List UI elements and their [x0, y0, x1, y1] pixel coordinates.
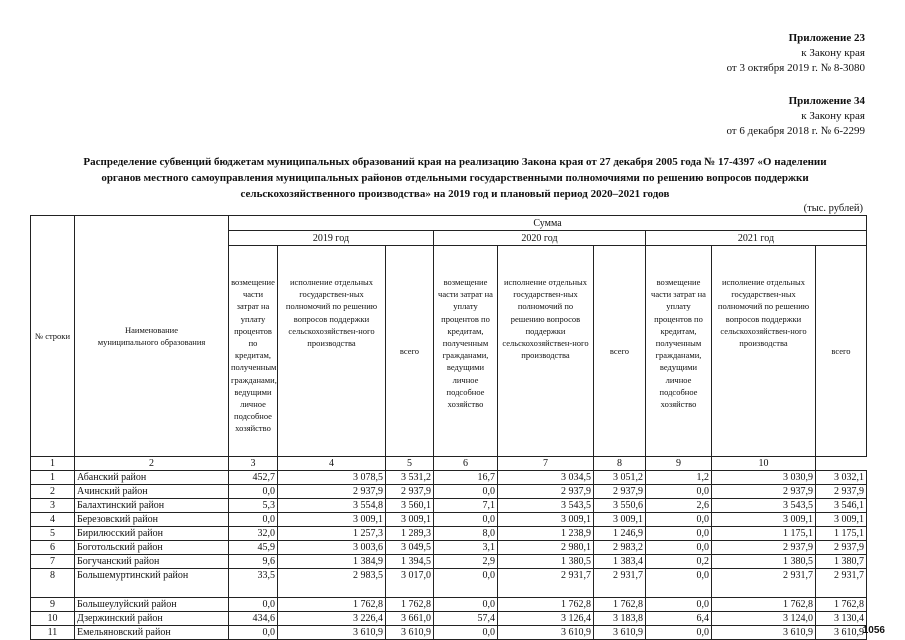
value-cell: 9,6 [229, 555, 278, 569]
value-cell: 0,0 [434, 626, 498, 640]
value-cell: 1 380,7 [816, 555, 867, 569]
value-cell: 2 937,9 [712, 541, 816, 555]
row-number: 1 [31, 471, 75, 485]
value-cell: 3 610,9 [594, 626, 646, 640]
value-cell: 1 762,8 [594, 598, 646, 612]
column-number: 8 [594, 457, 646, 471]
column-number: 10 [712, 457, 816, 471]
value-cell: 8,0 [434, 527, 498, 541]
row-number: 2 [31, 485, 75, 499]
value-cell: 2 937,9 [712, 485, 816, 499]
value-cell: 3 009,1 [712, 513, 816, 527]
value-cell: 3 009,1 [498, 513, 594, 527]
value-cell: 3 034,5 [498, 471, 594, 485]
value-cell: 2 931,7 [712, 569, 816, 598]
value-cell: 3 130,4 [816, 612, 867, 626]
municipality-name: Боготольский район [75, 541, 229, 555]
value-cell: 2 937,9 [594, 485, 646, 499]
column-number: 9 [646, 457, 712, 471]
value-cell: 0,0 [229, 598, 278, 612]
table-row [31, 513, 867, 527]
value-cell: 6,4 [646, 612, 712, 626]
table-row [31, 555, 867, 569]
value-cell: 0,0 [646, 541, 712, 555]
table-row [31, 485, 867, 499]
value-cell: 1 380,5 [712, 555, 816, 569]
header-total-2020: всего [594, 246, 646, 457]
value-cell: 3 183,8 [594, 612, 646, 626]
value-cell: 1 762,8 [498, 598, 594, 612]
table-row [31, 471, 867, 485]
value-cell: 3 017,0 [386, 569, 434, 598]
value-cell: 3 610,9 [712, 626, 816, 640]
value-cell: 1 175,1 [712, 527, 816, 541]
municipality-name: Большеулуйский район [75, 598, 229, 612]
value-cell: 1 394,5 [386, 555, 434, 569]
value-cell: 57,4 [434, 612, 498, 626]
title-line-1: Распределение субвенций бюджетам муниципальных образований края на реализацию Закона края от 27 декабря 2005 года № 17-4397 «О наделении [83, 156, 827, 168]
title-line-3: сельскохозяйственного производства» на 2019 год и плановый период 2020–2021 годов [240, 188, 670, 200]
value-cell: 1 762,8 [712, 598, 816, 612]
value-cell: 1 380,5 [498, 555, 594, 569]
value-cell: 1 257,3 [278, 527, 386, 541]
value-cell: 3 126,4 [498, 612, 594, 626]
appendix-34-title: Приложение 34 [788, 95, 865, 107]
value-cell: 1 762,8 [386, 598, 434, 612]
appendix-34-law: к Закону края [801, 110, 865, 122]
value-cell: 1,2 [646, 471, 712, 485]
value-cell: 3 009,1 [594, 513, 646, 527]
value-cell: 0,0 [646, 569, 712, 598]
value-cell: 1 175,1 [816, 527, 867, 541]
value-cell: 3 531,2 [386, 471, 434, 485]
value-cell: 1 246,9 [594, 527, 646, 541]
header-municipality-name: Наименование муниципального образования [75, 216, 229, 457]
value-cell: 3 610,9 [386, 626, 434, 640]
value-cell: 2 983,2 [594, 541, 646, 555]
value-cell: 3 610,9 [498, 626, 594, 640]
table-row [31, 626, 867, 640]
column-number: 1 [31, 457, 75, 471]
column-number: 4 [278, 457, 386, 471]
header-year-2021: 2021 год [646, 231, 867, 246]
value-cell: 33,5 [229, 569, 278, 598]
column-number: 7 [498, 457, 594, 471]
value-cell: 2 980,1 [498, 541, 594, 555]
value-cell: 3 543,5 [498, 499, 594, 513]
page-number: 1056 [862, 625, 885, 636]
appendix-34-block [726, 94, 865, 139]
value-cell: 1 238,9 [498, 527, 594, 541]
value-cell: 0,2 [646, 555, 712, 569]
value-cell: 45,9 [229, 541, 278, 555]
table-row [31, 569, 867, 598]
value-cell: 2 931,7 [594, 569, 646, 598]
column-number: 5 [386, 457, 434, 471]
municipality-name: Емельяновский район [75, 626, 229, 640]
header-interest-2020: возмещение части затрат на уплату процентов по кредитам, полученным гражданами, ведущими личное подсобное хозяйство [434, 246, 498, 457]
value-cell: 1 384,9 [278, 555, 386, 569]
appendix-23-title: Приложение 23 [788, 32, 865, 44]
value-cell: 2 983,5 [278, 569, 386, 598]
header-powers-2020: исполнение отдельных государствен-ных полномочий по решению вопросов поддержки сельскохозяйствен-ного производства [498, 246, 594, 457]
municipality-name: Ачинский район [75, 485, 229, 499]
row-number: 9 [31, 598, 75, 612]
value-cell: 0,0 [434, 569, 498, 598]
value-cell: 434,6 [229, 612, 278, 626]
value-cell: 3 550,6 [594, 499, 646, 513]
value-cell: 2,9 [434, 555, 498, 569]
value-cell: 1 383,4 [594, 555, 646, 569]
value-cell: 2 931,7 [498, 569, 594, 598]
column-number: 2 [75, 457, 229, 471]
value-cell: 0,0 [646, 527, 712, 541]
municipality-name: Дзержинский район [75, 612, 229, 626]
units-label: (тыс. рублей) [803, 203, 863, 214]
value-cell: 2,6 [646, 499, 712, 513]
header-powers-2021: исполнение отдельных государствен-ных полномочий по решению вопросов поддержки сельскохозяйствен-ного производства [712, 246, 816, 457]
value-cell: 0,0 [646, 513, 712, 527]
appendix-23-block [727, 31, 865, 76]
header-powers-2019: исполнение отдельных государствен-ных полномочий по решению вопросов поддержки сельскохозяйствен-ного производства [278, 246, 386, 457]
row-number: 4 [31, 513, 75, 527]
value-cell: 1 762,8 [816, 598, 867, 612]
value-cell: 5,3 [229, 499, 278, 513]
value-cell: 7,1 [434, 499, 498, 513]
table-body [31, 457, 867, 640]
value-cell: 3 124,0 [712, 612, 816, 626]
value-cell: 0,0 [229, 513, 278, 527]
value-cell: 3 543,5 [712, 499, 816, 513]
header-year-2020: 2020 год [434, 231, 646, 246]
value-cell: 1 289,3 [386, 527, 434, 541]
value-cell: 2 937,9 [386, 485, 434, 499]
value-cell: 32,0 [229, 527, 278, 541]
title-line-2: органов местного самоуправления муниципальных районов отдельными государственными полномочиями по решению вопросов поддержки [101, 172, 809, 184]
value-cell: 3 051,2 [594, 471, 646, 485]
value-cell: 3 560,1 [386, 499, 434, 513]
value-cell: 3 009,1 [278, 513, 386, 527]
value-cell: 3 226,4 [278, 612, 386, 626]
row-number: 11 [31, 626, 75, 640]
value-cell: 0,0 [434, 598, 498, 612]
value-cell: 2 937,9 [498, 485, 594, 499]
table-row [31, 541, 867, 555]
value-cell: 0,0 [646, 598, 712, 612]
header-row-number: № строки [31, 216, 75, 457]
municipality-name: Бирилюсский район [75, 527, 229, 541]
municipality-name: Березовский район [75, 513, 229, 527]
header-interest-2021: возмещение части затрат на уплату процентов по кредитам, полученным гражданами, ведущими личное подсобное хозяйство [646, 246, 712, 457]
table-row [31, 598, 867, 612]
header-total-2019: всего [386, 246, 434, 457]
value-cell: 16,7 [434, 471, 498, 485]
municipality-name: Большемуртинский район [75, 569, 229, 598]
value-cell: 3 546,1 [816, 499, 867, 513]
value-cell: 452,7 [229, 471, 278, 485]
header-interest-2019: возмещение части затрат на уплату процентов по кредитам, полученным гражданами, ведущими личное подсобное хозяйство [229, 246, 278, 457]
header-year-2019: 2019 год [229, 231, 434, 246]
value-cell: 0,0 [646, 626, 712, 640]
table-row [31, 612, 867, 626]
document-title [40, 154, 870, 202]
value-cell: 3 610,9 [816, 626, 867, 640]
value-cell: 3 049,5 [386, 541, 434, 555]
value-cell: 3 078,5 [278, 471, 386, 485]
header-sum: Сумма [229, 216, 867, 231]
column-numbers-row [31, 457, 867, 471]
value-cell: 0,0 [229, 485, 278, 499]
value-cell: 3 610,9 [278, 626, 386, 640]
value-cell: 2 937,9 [816, 485, 867, 499]
value-cell: 3 009,1 [386, 513, 434, 527]
table-row [31, 499, 867, 513]
value-cell: 3 009,1 [816, 513, 867, 527]
municipality-name: Богучанский район [75, 555, 229, 569]
row-number: 7 [31, 555, 75, 569]
appendix-34-date: от 6 декабря 2018 г. № 6-2299 [726, 125, 865, 137]
table-row [31, 527, 867, 541]
appendix-23-date: от 3 октября 2019 г. № 8-3080 [726, 62, 865, 74]
value-cell: 3,1 [434, 541, 498, 555]
value-cell: 3 032,1 [816, 471, 867, 485]
subsidy-table [30, 215, 867, 640]
column-number: 3 [229, 457, 278, 471]
value-cell: 3 030,9 [712, 471, 816, 485]
value-cell: 1 762,8 [278, 598, 386, 612]
value-cell: 3 554,8 [278, 499, 386, 513]
value-cell: 0,0 [434, 485, 498, 499]
header-total-2021: всего [816, 246, 867, 457]
municipality-name: Абанский район [75, 471, 229, 485]
value-cell: 0,0 [434, 513, 498, 527]
row-number: 5 [31, 527, 75, 541]
value-cell: 2 937,9 [278, 485, 386, 499]
municipality-name: Балахтинский район [75, 499, 229, 513]
value-cell: 3 003,6 [278, 541, 386, 555]
row-number: 8 [31, 569, 75, 598]
row-number: 6 [31, 541, 75, 555]
value-cell: 0,0 [646, 485, 712, 499]
column-number: 6 [434, 457, 498, 471]
appendix-23-law: к Закону края [801, 47, 865, 59]
value-cell: 2 937,9 [816, 541, 867, 555]
row-number: 3 [31, 499, 75, 513]
value-cell: 2 931,7 [816, 569, 867, 598]
row-number: 10 [31, 612, 75, 626]
value-cell: 0,0 [229, 626, 278, 640]
value-cell: 3 661,0 [386, 612, 434, 626]
